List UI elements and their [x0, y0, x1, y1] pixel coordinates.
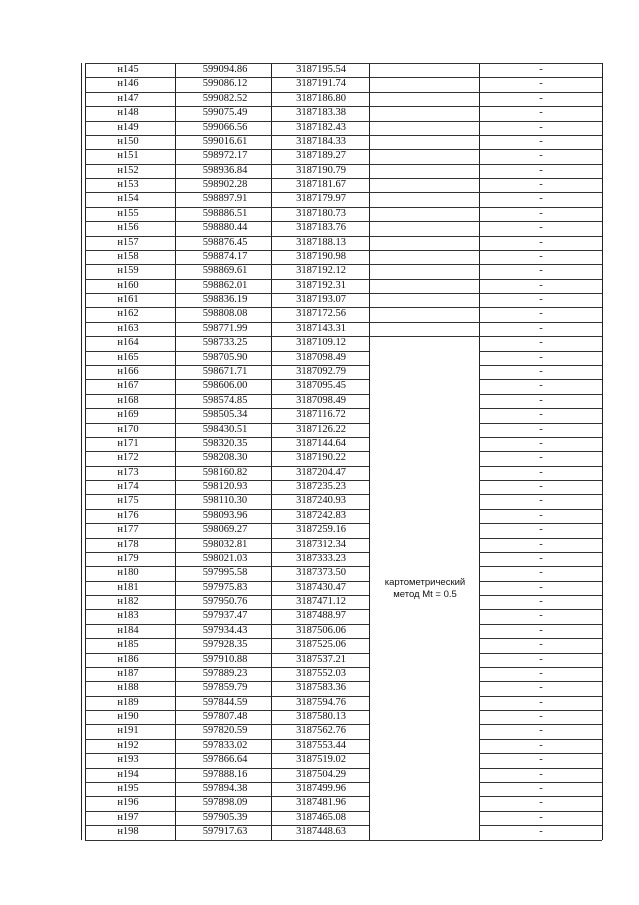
table-row — [81, 523, 603, 537]
x-coordinate-cell: 599086.12 — [202, 78, 248, 90]
note-cell: - — [539, 711, 543, 723]
x-coordinate-cell: 597928.35 — [202, 639, 248, 651]
point-name-cell: н154 — [117, 193, 139, 205]
y-coordinate-cell: 3187126.22 — [296, 423, 346, 435]
point-name-cell: н171 — [117, 437, 139, 449]
note-cell: - — [539, 581, 543, 593]
x-coordinate-cell: 598869.61 — [202, 265, 248, 277]
point-name-cell: н170 — [117, 423, 139, 435]
x-coordinate-cell: 597844.59 — [202, 696, 248, 708]
table-row — [81, 681, 603, 695]
table-row — [81, 437, 603, 451]
table-row — [81, 236, 603, 250]
table-row — [81, 466, 603, 480]
note-cell: - — [539, 250, 543, 262]
note-cell: - — [539, 495, 543, 507]
method-line-2: метод Mt = 0.5 — [393, 589, 457, 600]
y-coordinate-cell: 3187235.23 — [296, 481, 346, 493]
x-coordinate-cell: 597859.79 — [202, 682, 248, 694]
point-name-cell: н152 — [117, 164, 139, 176]
point-name-cell: н153 — [117, 179, 139, 191]
y-coordinate-cell: 3187184.33 — [296, 135, 346, 147]
note-cell: - — [539, 466, 543, 478]
table-row — [81, 336, 603, 350]
x-coordinate-cell: 597833.02 — [202, 739, 248, 751]
table-row — [81, 221, 603, 235]
y-coordinate-cell: 3187098.49 — [296, 351, 346, 363]
y-coordinate-cell: 3187180.73 — [296, 207, 346, 219]
y-coordinate-cell: 3187594.76 — [296, 696, 346, 708]
point-name-cell: н174 — [117, 481, 139, 493]
x-coordinate-cell: 598505.34 — [202, 409, 248, 421]
table-row — [81, 480, 603, 494]
point-name-cell: н183 — [117, 610, 139, 622]
note-cell: - — [539, 164, 543, 176]
x-coordinate-cell: 599094.86 — [202, 64, 248, 75]
note-cell: - — [539, 107, 543, 119]
table-row — [81, 408, 603, 422]
table-row — [81, 264, 603, 278]
note-cell: - — [539, 135, 543, 147]
note-cell: - — [539, 279, 543, 291]
note-cell: - — [539, 452, 543, 464]
point-name-cell: н176 — [117, 509, 139, 521]
note-cell: - — [539, 337, 543, 349]
point-name-cell: н194 — [117, 768, 139, 780]
y-coordinate-cell: 3187144.64 — [296, 437, 346, 449]
method-note — [371, 577, 479, 601]
note-cell: - — [539, 380, 543, 392]
x-coordinate-cell: 597898.09 — [202, 797, 248, 809]
table-row — [81, 351, 603, 365]
table-row — [81, 63, 603, 77]
point-name-cell: н189 — [117, 696, 139, 708]
table-row — [81, 135, 603, 149]
x-coordinate-cell: 598897.91 — [202, 193, 248, 205]
y-coordinate-cell: 3187143.31 — [296, 322, 346, 334]
note-cell: - — [539, 524, 543, 536]
x-coordinate-cell: 598936.84 — [202, 164, 248, 176]
note-cell: - — [539, 437, 543, 449]
point-name-cell: н149 — [117, 121, 139, 133]
point-name-cell: н188 — [117, 682, 139, 694]
note-cell: - — [539, 179, 543, 191]
note-cell: - — [539, 394, 543, 406]
x-coordinate-cell: 599066.56 — [202, 121, 248, 133]
table-row — [81, 811, 603, 825]
note-cell: - — [539, 150, 543, 162]
x-coordinate-cell: 598880.44 — [202, 222, 248, 234]
table-row — [81, 796, 603, 810]
x-coordinate-cell: 597910.88 — [202, 653, 248, 665]
point-name-cell: н196 — [117, 797, 139, 809]
point-name-cell: н195 — [117, 783, 139, 794]
note-cell: - — [539, 423, 543, 435]
table-row — [81, 509, 603, 523]
point-name-cell: н186 — [117, 653, 139, 665]
note-cell: - — [539, 667, 543, 679]
y-coordinate-cell: 3187098.49 — [296, 394, 346, 406]
note-cell: - — [539, 207, 543, 219]
table-row — [81, 394, 603, 408]
y-coordinate-cell: 3187552.03 — [296, 667, 346, 679]
note-cell: - — [539, 294, 543, 306]
x-coordinate-cell: 599016.61 — [202, 135, 248, 147]
note-cell: - — [539, 826, 543, 838]
x-coordinate-cell: 597917.63 — [202, 826, 248, 838]
note-cell: - — [539, 639, 543, 651]
note-cell: - — [539, 193, 543, 205]
y-coordinate-cell: 3187116.72 — [296, 409, 346, 421]
table-row — [81, 164, 603, 178]
x-coordinate-cell: 598902.28 — [202, 179, 248, 191]
point-name-cell: н162 — [117, 308, 139, 320]
y-coordinate-cell: 3187481.96 — [296, 797, 346, 809]
table-row — [81, 739, 603, 753]
point-name-cell: н175 — [117, 495, 139, 507]
x-coordinate-cell: 598430.51 — [202, 423, 248, 435]
point-name-cell: н165 — [117, 351, 139, 363]
point-name-cell: н182 — [117, 596, 139, 608]
point-name-cell: н173 — [117, 466, 139, 478]
table-row — [81, 451, 603, 465]
x-coordinate-cell: 598069.27 — [202, 524, 248, 536]
note-cell: - — [539, 653, 543, 665]
x-coordinate-cell: 598021.03 — [202, 552, 248, 564]
x-coordinate-cell: 598320.35 — [202, 437, 248, 449]
table-row — [81, 653, 603, 667]
table-row — [81, 753, 603, 767]
y-coordinate-cell: 3187333.23 — [296, 552, 346, 564]
y-coordinate-cell: 3187537.21 — [296, 653, 346, 665]
x-coordinate-cell: 597950.76 — [202, 596, 248, 608]
table-row — [81, 710, 603, 724]
note-cell: - — [539, 552, 543, 564]
x-coordinate-cell: 597995.58 — [202, 567, 248, 579]
table-row — [81, 538, 603, 552]
point-name-cell: н161 — [117, 294, 139, 306]
x-coordinate-cell: 598093.96 — [202, 509, 248, 521]
y-coordinate-cell: 3187189.27 — [296, 150, 346, 162]
point-name-cell: н179 — [117, 552, 139, 564]
table-row — [81, 825, 603, 839]
note-cell: - — [539, 725, 543, 737]
table-row — [81, 566, 603, 580]
note-cell: - — [539, 567, 543, 579]
point-name-cell: н148 — [117, 107, 139, 119]
table-row — [81, 92, 603, 106]
y-coordinate-cell: 3187465.08 — [296, 811, 346, 823]
table-row — [81, 192, 603, 206]
x-coordinate-cell: 597894.38 — [202, 783, 248, 794]
y-coordinate-cell: 3187204.47 — [296, 466, 346, 478]
y-coordinate-cell: 3187095.45 — [296, 380, 346, 392]
table-row — [81, 307, 603, 321]
table-row — [81, 494, 603, 508]
table-row — [81, 178, 603, 192]
y-coordinate-cell: 3187448.63 — [296, 826, 346, 838]
x-coordinate-cell: 598208.30 — [202, 452, 248, 464]
table-row — [81, 638, 603, 652]
x-coordinate-cell: 598862.01 — [202, 279, 248, 291]
table-row — [81, 609, 603, 623]
note-cell: - — [539, 739, 543, 751]
note-cell: - — [539, 768, 543, 780]
y-coordinate-cell: 3187583.36 — [296, 682, 346, 694]
point-name-cell: н159 — [117, 265, 139, 277]
table-row — [81, 77, 603, 91]
y-coordinate-cell: 3187242.83 — [296, 509, 346, 521]
x-coordinate-cell: 597888.16 — [202, 768, 248, 780]
note-cell: - — [539, 610, 543, 622]
y-coordinate-cell: 3187240.93 — [296, 495, 346, 507]
point-name-cell: н166 — [117, 365, 139, 377]
y-coordinate-cell: 3187191.74 — [296, 78, 346, 90]
note-cell: - — [539, 308, 543, 320]
note-cell: - — [539, 696, 543, 708]
note-cell: - — [539, 322, 543, 334]
point-name-cell: н193 — [117, 754, 139, 766]
coordinates-table — [81, 63, 603, 840]
note-cell: - — [539, 624, 543, 636]
note-cell: - — [539, 121, 543, 133]
x-coordinate-cell: 597866.64 — [202, 754, 248, 766]
note-cell: - — [539, 265, 543, 277]
table-row — [81, 581, 603, 595]
point-name-cell: н167 — [117, 380, 139, 392]
y-coordinate-cell: 3187499.96 — [296, 783, 346, 794]
y-coordinate-cell: 3187192.12 — [296, 265, 346, 277]
point-name-cell: н197 — [117, 811, 139, 823]
x-coordinate-cell: 597820.59 — [202, 725, 248, 737]
point-name-cell: н181 — [117, 581, 139, 593]
y-coordinate-cell: 3187525.06 — [296, 639, 346, 651]
table-row — [81, 696, 603, 710]
table-row — [81, 595, 603, 609]
point-name-cell: н146 — [117, 78, 139, 90]
y-coordinate-cell: 3187182.43 — [296, 121, 346, 133]
table-row — [81, 768, 603, 782]
note-cell: - — [539, 64, 543, 75]
note-cell: - — [539, 409, 543, 421]
y-coordinate-cell: 3187562.76 — [296, 725, 346, 737]
y-coordinate-cell: 3187190.98 — [296, 250, 346, 262]
point-name-cell: н192 — [117, 739, 139, 751]
y-coordinate-cell: 3187109.12 — [296, 337, 346, 349]
x-coordinate-cell: 597975.83 — [202, 581, 248, 593]
table-row — [81, 782, 603, 796]
note-cell: - — [539, 351, 543, 363]
x-coordinate-cell: 598160.82 — [202, 466, 248, 478]
table-row — [81, 322, 603, 336]
y-coordinate-cell: 3187553.44 — [296, 739, 346, 751]
y-coordinate-cell: 3187092.79 — [296, 365, 346, 377]
table-border-top — [85, 63, 602, 64]
table-row — [81, 365, 603, 379]
note-cell: - — [539, 783, 543, 794]
x-coordinate-cell: 598733.25 — [202, 337, 248, 349]
note-cell: - — [539, 365, 543, 377]
table-row — [81, 667, 603, 681]
y-coordinate-cell: 3187186.80 — [296, 92, 346, 104]
x-coordinate-cell: 598874.17 — [202, 250, 248, 262]
table-row — [81, 106, 603, 120]
x-coordinate-cell: 599082.52 — [202, 92, 248, 104]
x-coordinate-cell: 598032.81 — [202, 538, 248, 550]
y-coordinate-cell: 3187181.67 — [296, 179, 346, 191]
y-coordinate-cell: 3187504.29 — [296, 768, 346, 780]
x-coordinate-cell: 598808.08 — [202, 308, 248, 320]
note-cell: - — [539, 481, 543, 493]
note-cell: - — [539, 596, 543, 608]
table-row — [81, 379, 603, 393]
point-name-cell: н198 — [117, 826, 139, 838]
y-coordinate-cell: 3187488.97 — [296, 610, 346, 622]
y-coordinate-cell: 3187190.22 — [296, 452, 346, 464]
y-coordinate-cell: 3187188.13 — [296, 236, 346, 248]
row-divider — [85, 840, 602, 841]
point-name-cell: н163 — [117, 322, 139, 334]
x-coordinate-cell: 598120.93 — [202, 481, 248, 493]
point-name-cell: н190 — [117, 711, 139, 723]
x-coordinate-cell: 598110.30 — [202, 495, 248, 507]
y-coordinate-cell: 3187312.34 — [296, 538, 346, 550]
note-cell: - — [539, 797, 543, 809]
x-coordinate-cell: 597807.48 — [202, 711, 248, 723]
point-name-cell: н156 — [117, 222, 139, 234]
table-row — [81, 250, 603, 264]
y-coordinate-cell: 3187373.50 — [296, 567, 346, 579]
x-coordinate-cell: 598886.51 — [202, 207, 248, 219]
y-coordinate-cell: 3187259.16 — [296, 524, 346, 536]
point-name-cell: н147 — [117, 92, 139, 104]
x-coordinate-cell: 598671.71 — [202, 365, 248, 377]
y-coordinate-cell: 3187506.06 — [296, 624, 346, 636]
point-name-cell: н145 — [117, 64, 139, 75]
x-coordinate-cell: 598972.17 — [202, 150, 248, 162]
point-name-cell: н191 — [117, 725, 139, 737]
y-coordinate-cell: 3187190.79 — [296, 164, 346, 176]
x-coordinate-cell: 597889.23 — [202, 667, 248, 679]
y-coordinate-cell: 3187519.02 — [296, 754, 346, 766]
point-name-cell: н157 — [117, 236, 139, 248]
y-coordinate-cell: 3187183.38 — [296, 107, 346, 119]
x-coordinate-cell: 599075.49 — [202, 107, 248, 119]
table-row — [81, 121, 603, 135]
table-row — [81, 423, 603, 437]
x-coordinate-cell: 598606.00 — [202, 380, 248, 392]
note-cell: - — [539, 811, 543, 823]
note-cell: - — [539, 682, 543, 694]
y-coordinate-cell: 3187471.12 — [296, 596, 346, 608]
point-name-cell: н150 — [117, 135, 139, 147]
y-coordinate-cell: 3187192.31 — [296, 279, 346, 291]
note-cell: - — [539, 509, 543, 521]
point-name-cell: н184 — [117, 624, 139, 636]
point-name-cell: н151 — [117, 150, 139, 162]
point-name-cell: н168 — [117, 394, 139, 406]
table-row — [81, 552, 603, 566]
note-cell: - — [539, 222, 543, 234]
point-name-cell: н180 — [117, 567, 139, 579]
y-coordinate-cell: 3187172.56 — [296, 308, 346, 320]
x-coordinate-cell: 597905.39 — [202, 811, 248, 823]
point-name-cell: н187 — [117, 667, 139, 679]
point-name-cell: н185 — [117, 639, 139, 651]
table-row — [81, 293, 603, 307]
x-coordinate-cell: 598705.90 — [202, 351, 248, 363]
point-name-cell: н172 — [117, 452, 139, 464]
x-coordinate-cell: 598876.45 — [202, 236, 248, 248]
x-coordinate-cell: 597934.43 — [202, 624, 248, 636]
point-name-cell: н169 — [117, 409, 139, 421]
point-name-cell: н164 — [117, 337, 139, 349]
x-coordinate-cell: 598771.99 — [202, 322, 248, 334]
point-name-cell: н160 — [117, 279, 139, 291]
y-coordinate-cell: 3187580.13 — [296, 711, 346, 723]
y-coordinate-cell: 3187179.97 — [296, 193, 346, 205]
x-coordinate-cell: 598574.85 — [202, 394, 248, 406]
y-coordinate-cell: 3187430.47 — [296, 581, 346, 593]
table-row — [81, 724, 603, 738]
note-cell: - — [539, 236, 543, 248]
y-coordinate-cell: 3187183.76 — [296, 222, 346, 234]
x-coordinate-cell: 597937.47 — [202, 610, 248, 622]
note-cell: - — [539, 78, 543, 90]
table-row — [81, 207, 603, 221]
table-row — [81, 279, 603, 293]
method-line-1: картометрический — [384, 577, 466, 588]
y-coordinate-cell: 3187193.07 — [296, 294, 346, 306]
point-name-cell: н155 — [117, 207, 139, 219]
y-coordinate-cell: 3187195.54 — [296, 64, 346, 75]
point-name-cell: н158 — [117, 250, 139, 262]
note-cell: - — [539, 92, 543, 104]
table-row — [81, 149, 603, 163]
table-row — [81, 624, 603, 638]
note-cell: - — [539, 538, 543, 550]
point-name-cell: н177 — [117, 524, 139, 536]
point-name-cell: н178 — [117, 538, 139, 550]
x-coordinate-cell: 598836.19 — [202, 294, 248, 306]
note-cell: - — [539, 754, 543, 766]
